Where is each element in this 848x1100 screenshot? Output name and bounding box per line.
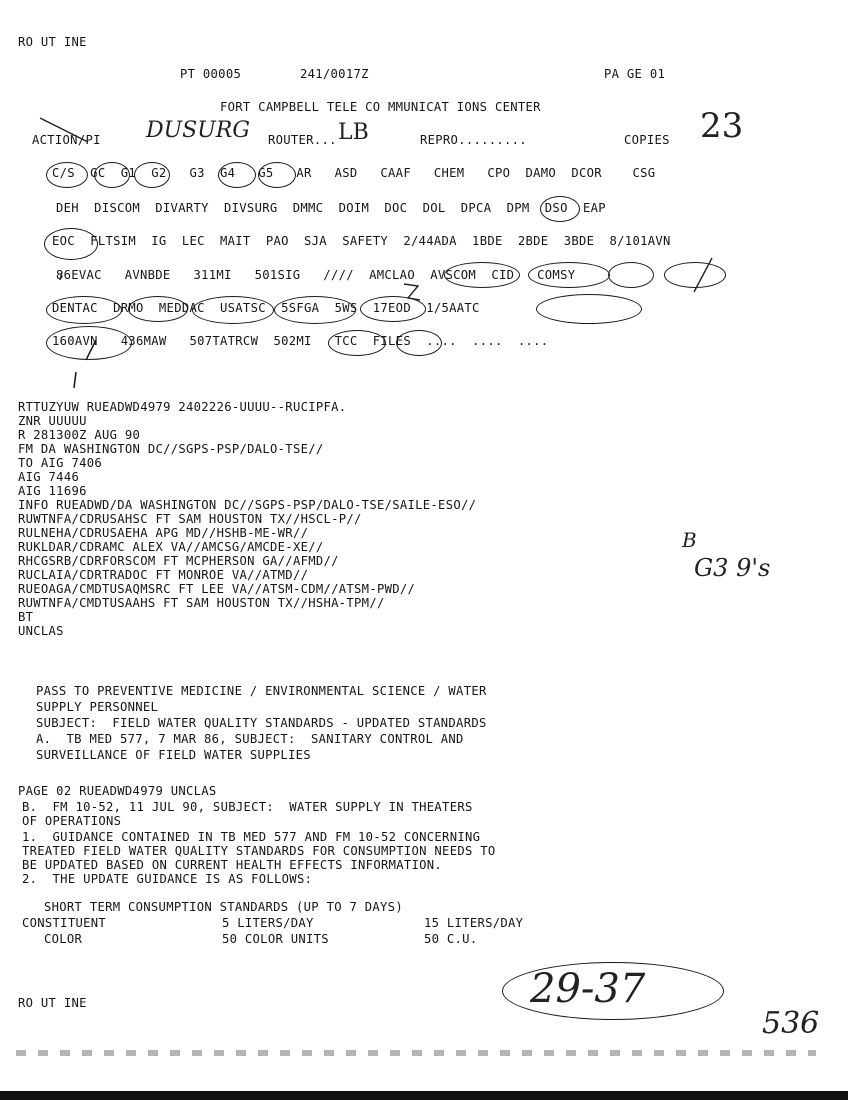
- router-handwritten: LB: [338, 120, 369, 145]
- routine-marking-bottom: RO UT INE: [18, 996, 87, 1010]
- distribution-row: EOC FLTSIM IG LEC MAIT PAO SJA SAFETY 2/44ADA 1BDE 2BDE 3BDE 8/101AVN: [52, 234, 671, 248]
- message-line: RUWTNFA/CMDTUSAAHS FT SAM HOUSTON TX//HSHA-TPM//: [18, 596, 385, 610]
- body-line: TREATED FIELD WATER QUALITY STANDARDS FOR CONSUMPTION NEEDS TO: [22, 844, 496, 858]
- router-label: ROUTER...: [268, 133, 337, 147]
- message-line: UNCLAS: [18, 624, 64, 638]
- action-handwritten: DUSURG: [146, 118, 250, 143]
- body-line: SUPPLY PERSONNEL: [36, 700, 159, 714]
- body-line: BE UPDATED BASED ON CURRENT HEALTH EFFECTS INFORMATION.: [22, 858, 443, 872]
- page-range-handwritten: 29-37: [530, 966, 646, 1012]
- distribution-row: 160AVN 436MAW 507TATRCW 502MI TCC FILES .... .... ....: [52, 334, 549, 348]
- message-line: TO AIG 7406: [18, 456, 103, 470]
- message-line: AIG 7446: [18, 470, 80, 484]
- body-line: B. FM 10-52, 11 JUL 90, SUBJECT: WATER SUPPLY IN THEATERS: [22, 800, 473, 814]
- page2-header: PAGE 02 RUEADWD4979 UNCLAS: [18, 784, 217, 798]
- date-time-group: 241/0017Z: [300, 67, 369, 81]
- pt-number: PT 00005: [180, 67, 242, 81]
- message-line: RHCGSRB/CDRFORSCOM FT MCPHERSON GA//AFMD//: [18, 554, 339, 568]
- body-line: A. TB MED 577, 7 MAR 86, SUBJECT: SANITARY CONTROL AND: [36, 732, 464, 746]
- page-number-handwritten: 536: [762, 1006, 820, 1041]
- copies-handwritten: 23: [700, 106, 744, 146]
- message-line: RUEOAGA/CMDTUSAQMSRC FT LEE VA//ATSM-CDM//ATSM-PWD//: [18, 582, 416, 596]
- body-line: SURVEILLANCE OF FIELD WATER SUPPLIES: [36, 748, 311, 762]
- message-line: RUCLAIA/CDRTRADOC FT MONROE VA//ATMD//: [18, 568, 309, 582]
- scan-noise: [16, 1050, 816, 1056]
- table-cell: 50 COLOR UNITS: [222, 932, 329, 946]
- standards-heading: SHORT TERM CONSUMPTION STANDARDS (UP TO 7 DAYS): [44, 900, 403, 914]
- message-line: ZNR UUUUU: [18, 414, 87, 428]
- table-cell: 50 C.U.: [424, 932, 478, 946]
- message-line: RUKLDAR/CDRAMC ALEX VA//AMCSG/AMCDE-XE//: [18, 540, 324, 554]
- message-line: AIG 11696: [18, 484, 87, 498]
- message-line: RULNEHA/CDRUSAEHA APG MD//HSHB-ME-WR//: [18, 526, 309, 540]
- distribution-row: C/S GC G1 G2 G3 G4 G5 AR ASD CAAF CHEM CPO DAMO DCOR CSG: [52, 166, 656, 180]
- body-line: 2. THE UPDATE GUIDANCE IS AS FOLLOWS:: [22, 872, 313, 886]
- action-label: ACTION/PI: [32, 133, 101, 147]
- body-line: 1. GUIDANCE CONTAINED IN TB MED 577 AND FM 10-52 CONCERNING: [22, 830, 481, 844]
- column-header-constituent: CONSTITUENT: [22, 916, 107, 930]
- body-line: OF OPERATIONS: [22, 814, 122, 828]
- message-line: RTTUZYUW RUEADWD4979 2402226-UUUU--RUCIPFA.: [18, 400, 347, 414]
- copies-label: COPIES: [624, 133, 670, 147]
- message-line: BT: [18, 610, 34, 624]
- body-line: PASS TO PREVENTIVE MEDICINE / ENVIRONMENTAL SCIENCE / WATER: [36, 684, 487, 698]
- message-line: FM DA WASHINGTON DC//SGPS-PSP/DALO-TSE//: [18, 442, 324, 456]
- side-note: G3 9's: [694, 554, 771, 582]
- column-header-5-liters: 5 LITERS/DAY: [222, 916, 314, 930]
- side-mark: B: [682, 528, 697, 552]
- page-number: PA GE 01: [604, 67, 666, 81]
- message-line: INFO RUEADWD/DA WASHINGTON DC//SGPS-PSP/DALO-TSE/SAILE-ESO//: [18, 498, 477, 512]
- body-line: SUBJECT: FIELD WATER QUALITY STANDARDS - UPDATED STANDARDS: [36, 716, 487, 730]
- repro-label: REPRO.........: [420, 133, 527, 147]
- distribution-row: DEH DISCOM DIVARTY DIVSURG DMMC DOIM DOC DOL DPCA DPM DSO EAP: [56, 201, 606, 215]
- scan-border: [0, 1091, 848, 1100]
- distribution-row: DENTAC DRMO MEDDAC USATSC 5SFGA 5WS 17EOD 1/5AATC: [52, 301, 480, 315]
- message-line: RUWTNFA/CDRUSAHSC FT SAM HOUSTON TX//HSCL-P//: [18, 512, 362, 526]
- column-header-15-liters: 15 LITERS/DAY: [424, 916, 524, 930]
- distribution-row: 86EVAC AVNBDE 311MI 501SIG //// AMCLAO AVSCOM CID COMSY: [56, 268, 576, 282]
- routine-marking-top: RO UT INE: [18, 35, 87, 49]
- message-line: R 281300Z AUG 90: [18, 428, 141, 442]
- comm-center-title: FORT CAMPBELL TELE CO MMUNICAT IONS CENTER: [220, 100, 541, 114]
- table-cell: COLOR: [44, 932, 83, 946]
